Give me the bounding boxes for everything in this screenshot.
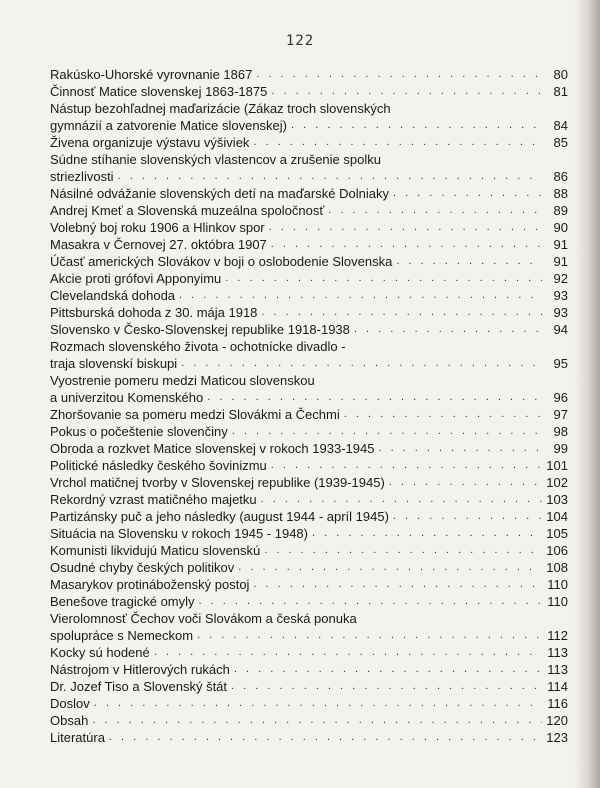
toc-entry-title-line: Vierolomnosť Čechov voči Slovákom a česká ponuka xyxy=(50,611,357,626)
toc-entry-title: Účasť amerických Slovákov v boji o oslobodenie Slovenska xyxy=(50,254,393,269)
toc-entry-title: a univerzitou Komenského xyxy=(50,390,204,405)
toc-entry xyxy=(50,559,568,576)
toc-entry-title: Partizánsky puč a jeho následky (august 1944 - apríl 1945) xyxy=(50,509,389,524)
toc-entry-title: spolupráce s Nemeckom xyxy=(50,628,194,643)
toc-entry-title: Zhoršovanie sa pomeru medzi Slovákmi a Čechmi xyxy=(50,407,340,422)
toc-entry-title: Literatúra xyxy=(50,730,105,745)
toc-entry xyxy=(50,678,568,695)
dot-leader xyxy=(92,712,542,729)
toc-entry xyxy=(50,712,568,729)
toc-entry-title-line: Vyostrenie pomeru medzi Maticou slovenskou xyxy=(50,373,315,388)
toc-entry-title: Osudné chyby českých politikov xyxy=(50,560,235,575)
toc-entry-page: 108 xyxy=(546,560,568,575)
toc-entry-page: 96 xyxy=(553,390,568,405)
toc-entry-page: 116 xyxy=(547,696,568,711)
toc-entry-page: 102 xyxy=(546,475,568,490)
toc-entry-title: Rekordný vzrast matičného majetku xyxy=(50,492,257,507)
dot-leader xyxy=(234,661,542,678)
toc-entry-title: Dr. Jozef Tiso a Slovenský štát xyxy=(50,679,228,694)
toc-entry-title: Masarykov protináboženský postoj xyxy=(50,577,250,592)
toc-entry-title-line: Rozmach slovenského života - ochotnícke divadlo - xyxy=(50,339,346,354)
toc-entry-title-line: Súdne stíhanie slovenských vlastencov a zrušenie spolku xyxy=(50,152,381,167)
dot-leader xyxy=(253,134,542,151)
toc-entry-title-line: Nástup bezohľadnej maďarizácie (Zákaz troch slovenských xyxy=(50,101,391,116)
toc-entry xyxy=(50,134,568,151)
dot-leader xyxy=(396,253,542,270)
toc-entry xyxy=(50,542,568,559)
toc-entry-title: Doslov xyxy=(50,696,90,711)
dot-leader xyxy=(109,729,542,746)
toc-entry xyxy=(50,508,568,525)
toc-entry-page: 97 xyxy=(553,407,568,422)
toc-entry-page: 88 xyxy=(553,186,568,201)
toc-entry xyxy=(50,474,568,491)
toc-entry-title: striezlivosti xyxy=(50,169,114,184)
dot-leader xyxy=(253,576,542,593)
toc-entry xyxy=(50,423,568,440)
toc-entry xyxy=(50,321,568,338)
toc-entry-title: Pittsburská dohoda z 30. mája 1918 xyxy=(50,305,258,320)
toc-entry-title: Pokus o počeštenie slovenčiny xyxy=(50,424,228,439)
toc-entry-page: 105 xyxy=(546,526,568,541)
dot-leader xyxy=(256,66,542,83)
toc-entry-title: Slovensko v Česko-Slovenskej republike 1918-1938 xyxy=(50,322,350,337)
toc-entry-title: Benešove tragické omyly xyxy=(50,594,195,609)
toc-entry-page: 114 xyxy=(547,679,568,694)
dot-leader xyxy=(393,508,542,525)
dot-leader xyxy=(199,593,542,610)
page-edge-shadow xyxy=(574,0,600,788)
toc-entry-page: 99 xyxy=(553,441,568,456)
toc-entry xyxy=(50,151,568,185)
toc-entry-page: 113 xyxy=(547,645,568,660)
toc-entry xyxy=(50,304,568,321)
toc-entry-page: 84 xyxy=(553,118,568,133)
dot-leader xyxy=(225,270,542,287)
toc-entry xyxy=(50,338,568,372)
toc-entry-page: 81 xyxy=(553,84,568,99)
dot-leader xyxy=(312,525,542,542)
toc-entry xyxy=(50,83,568,100)
toc-entry-title: Politické následky českého šovinizmu xyxy=(50,458,267,473)
dot-leader xyxy=(271,457,542,474)
toc-entry xyxy=(50,593,568,610)
dot-leader xyxy=(118,168,542,185)
dot-leader xyxy=(291,117,542,134)
toc-entry-page: 120 xyxy=(546,713,568,728)
toc-entry-page: 92 xyxy=(553,271,568,286)
toc-entry-title: Akcie proti grófovi Apponyimu xyxy=(50,271,222,286)
toc-entry xyxy=(50,236,568,253)
dot-leader xyxy=(238,559,542,576)
toc-entry xyxy=(50,66,568,83)
dot-leader xyxy=(197,627,542,644)
toc-entry-title: Masakra v Černovej 27. októbra 1907 xyxy=(50,237,267,252)
toc-entry xyxy=(50,644,568,661)
toc-entry-page: 123 xyxy=(546,730,568,745)
dot-leader xyxy=(393,185,542,202)
toc-entry xyxy=(50,406,568,423)
toc-entry xyxy=(50,270,568,287)
dot-leader xyxy=(354,321,542,338)
toc-entry-page: 113 xyxy=(547,662,568,677)
toc-entry-page: 91 xyxy=(553,237,568,252)
toc-entry xyxy=(50,440,568,457)
toc-entry xyxy=(50,202,568,219)
dot-leader xyxy=(154,644,542,661)
dot-leader xyxy=(269,219,542,236)
toc-entry-title: traja slovenskí biskupi xyxy=(50,356,178,371)
toc-entry-title: Činnosť Matice slovenskej 1863-1875 xyxy=(50,84,268,99)
toc-entry-page: 93 xyxy=(553,288,568,303)
table-of-contents xyxy=(50,66,568,746)
toc-entry-title: Obroda a rozkvet Matice slovenskej v rokoch 1933-1945 xyxy=(50,441,375,456)
toc-entry-title: Volebný boj roku 1906 a Hlinkov spor xyxy=(50,220,265,235)
dot-leader xyxy=(231,678,542,695)
dot-leader xyxy=(232,423,542,440)
toc-entry xyxy=(50,100,568,134)
toc-entry-page: 90 xyxy=(553,220,568,235)
toc-entry-title: Nástrojom v Hitlerových rukách xyxy=(50,662,230,677)
dot-leader xyxy=(378,440,542,457)
toc-entry xyxy=(50,253,568,270)
toc-entry xyxy=(50,372,568,406)
page-number: 122 xyxy=(285,33,315,49)
toc-entry xyxy=(50,661,568,678)
toc-entry-page: 106 xyxy=(546,543,568,558)
toc-entry-page: 91 xyxy=(553,254,568,269)
toc-entry xyxy=(50,219,568,236)
toc-entry-page: 110 xyxy=(547,594,568,609)
toc-entry xyxy=(50,525,568,542)
toc-entry-title: Clevelandská dohoda xyxy=(50,288,176,303)
toc-entry-page: 80 xyxy=(553,67,568,82)
dot-leader xyxy=(344,406,542,423)
toc-entry-page: 103 xyxy=(546,492,568,507)
toc-entry-title: Živena organizuje výstavu výšiviek xyxy=(50,135,250,150)
toc-entry-title: Andrej Kmeť a Slovenská muzeálna spoločnosť xyxy=(50,203,325,218)
toc-entry-page: 85 xyxy=(553,135,568,150)
dot-leader xyxy=(264,542,542,559)
dot-leader xyxy=(94,695,542,712)
dot-leader xyxy=(271,83,542,100)
toc-entry xyxy=(50,729,568,746)
toc-entry-title: Násilné odvážanie slovenských detí na maďarské Dolniaky xyxy=(50,186,389,201)
toc-entry xyxy=(50,695,568,712)
toc-entry-page: 110 xyxy=(547,577,568,592)
toc-entry xyxy=(50,491,568,508)
dot-leader xyxy=(389,474,542,491)
toc-entry-page: 104 xyxy=(546,509,568,524)
toc-entry-page: 86 xyxy=(553,169,568,184)
toc-entry-title: Situácia na Slovensku v rokoch 1945 - 1948) xyxy=(50,526,308,541)
dot-leader xyxy=(179,287,542,304)
toc-entry-title: Obsah xyxy=(50,713,89,728)
dot-leader xyxy=(261,491,542,508)
dot-leader xyxy=(261,304,542,321)
dot-leader xyxy=(207,389,542,406)
toc-entry-page: 95 xyxy=(553,356,568,371)
toc-entry-page: 93 xyxy=(553,305,568,320)
toc-entry-page: 89 xyxy=(553,203,568,218)
toc-entry xyxy=(50,457,568,474)
toc-entry-title: Rakúsko-Uhorské vyrovnanie 1867 xyxy=(50,67,253,82)
toc-entry-title: gymnázií a zatvorenie Matice slovenskej) xyxy=(50,118,287,133)
toc-entry-page: 112 xyxy=(547,628,568,643)
toc-entry xyxy=(50,576,568,593)
toc-entry-page: 101 xyxy=(546,458,568,473)
toc-entry-title: Vrchol matičnej tvorby v Slovenskej republike (1939-1945) xyxy=(50,475,385,490)
toc-entry-title: Kocky sú hodené xyxy=(50,645,150,660)
toc-entry xyxy=(50,610,568,644)
toc-entry-page: 98 xyxy=(553,424,568,439)
dot-leader xyxy=(271,236,542,253)
toc-entry xyxy=(50,287,568,304)
dot-leader xyxy=(328,202,542,219)
toc-entry xyxy=(50,185,568,202)
toc-entry-page: 94 xyxy=(553,322,568,337)
dot-leader xyxy=(181,355,542,372)
toc-entry-title: Komunisti likvidujú Maticu slovenskú xyxy=(50,543,261,558)
